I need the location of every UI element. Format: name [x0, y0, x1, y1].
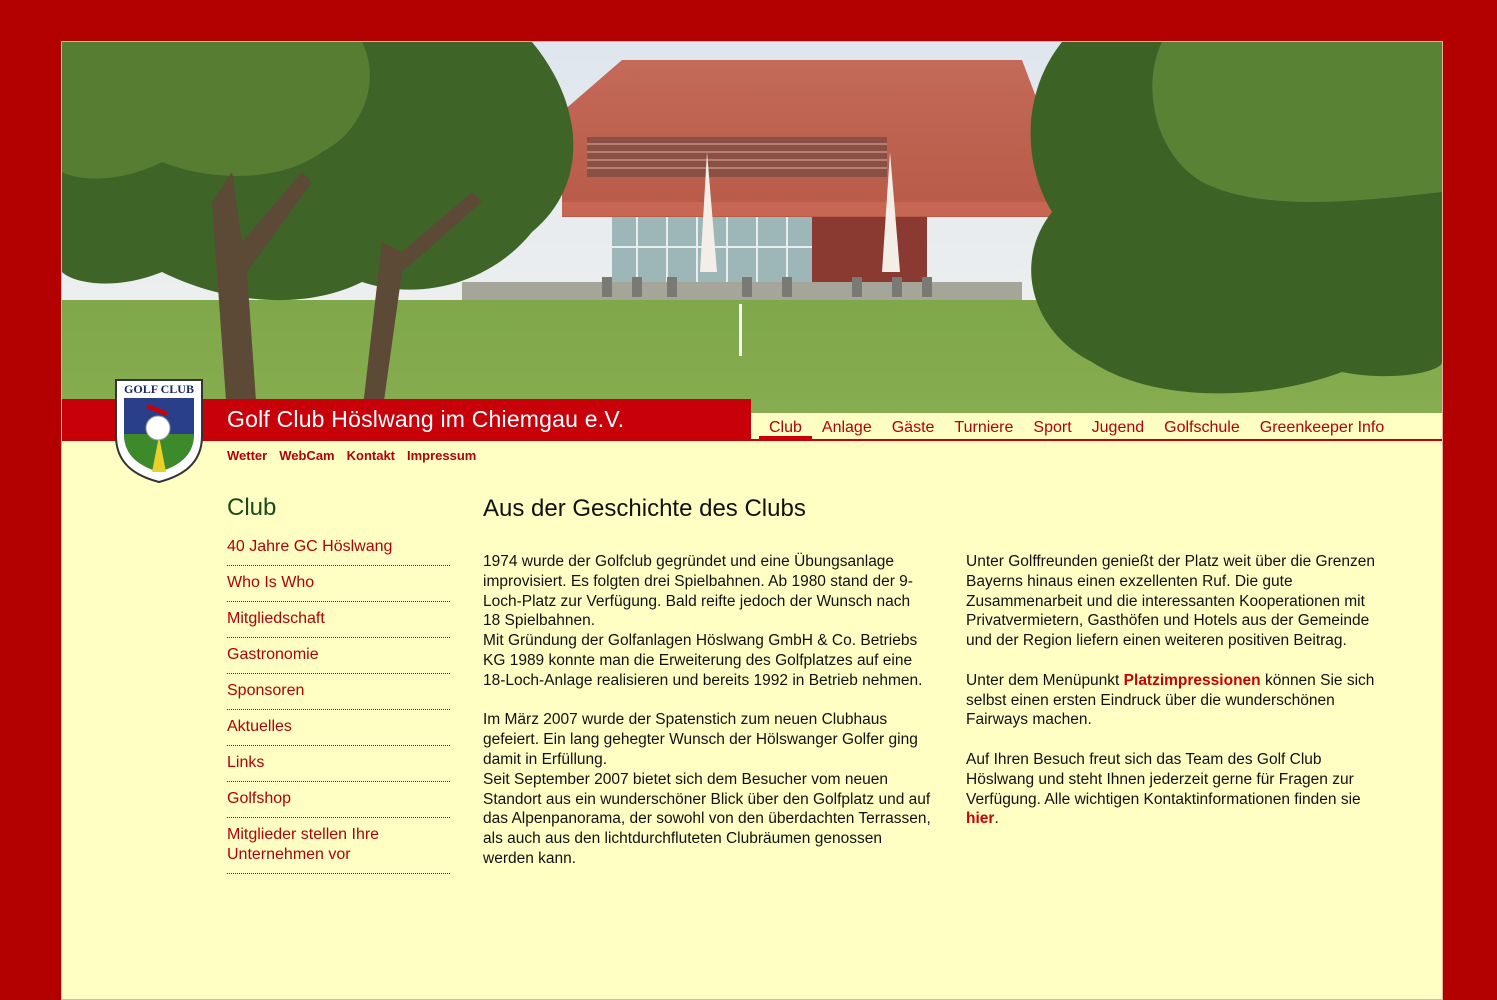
- sidebar-item-sponsoren[interactable]: Sponsoren: [227, 681, 450, 710]
- sidebar-item-links[interactable]: Links: [227, 753, 450, 782]
- page-container: [61, 41, 1443, 1000]
- sidebar-menu: [227, 537, 450, 874]
- header-photo-clubhouse: [62, 42, 1442, 415]
- sidebar-item-40-jahre[interactable]: 40 Jahre GC Höslwang: [227, 537, 450, 566]
- main-nav: [751, 413, 1442, 441]
- site-title: Golf Club Höslwang im Chiemgau e.V.: [227, 406, 625, 432]
- content-title: Aus der Geschichte des Clubs: [483, 495, 806, 522]
- util-nav-webcam[interactable]: WebCam: [279, 448, 335, 463]
- history-paragraph-1: [483, 552, 931, 691]
- golf-club-logo[interactable]: [112, 376, 206, 484]
- util-nav-kontakt[interactable]: Kontakt: [346, 448, 395, 463]
- main-nav-jugend[interactable]: Jugend: [1091, 419, 1145, 436]
- sidebar-item-aktuelles[interactable]: Aktuelles: [227, 717, 450, 746]
- sidebar-item-golfshop[interactable]: Golfshop: [227, 789, 450, 818]
- utility-nav: [227, 448, 476, 463]
- history-text-2a: Im März 2007 wurde der Spatenstich zum neuen Clubhaus gefeiert. Ein lang gehegter Wunsch der Hölswanger Golfer ging damit in Erfüllung.: [483, 711, 918, 768]
- main-nav-gaeste[interactable]: Gäste: [891, 419, 935, 436]
- contact-text-before: Auf Ihren Besuch freut sich das Team des Golf Club Höslwang und steht Ihnen jederzeit gerne für Fragen zur Verfügung. Alle wichtigen Kontaktinformationen finden sie: [966, 750, 1361, 808]
- history-text-1a: 1974 wurde der Golfclub gegründet und eine Übungsanlage improvisiert. Es folgten drei Spielbahnen. Ab 1980 stand der 9-Loch-Platz zur Verfügung. Bald reifte jedoch der Wunsch nach 18 Spielbahnen.: [483, 553, 913, 630]
- main-nav-golfschule[interactable]: Golfschule: [1164, 419, 1240, 436]
- history-text-2b: Seit September 2007 bietet sich dem Besucher vom neuen Standort aus ein wunderschöner Blick über den Golfplatz und auf das Alpenpanorama, der sowohl von den überdachten Terrassen, als auch aus den lichtdurchfluteten Clubräumen genossen werden kann.: [483, 770, 931, 867]
- util-nav-wetter[interactable]: Wetter: [227, 448, 268, 463]
- contact-hier-link[interactable]: hier: [966, 810, 995, 828]
- impressions-text-after: können Sie sich selbst einen ersten Eindruck über die wunderschönen Fairways machen.: [966, 671, 1375, 729]
- content-column-right: [966, 552, 1386, 849]
- impressions-text-before: Unter dem Menüpunkt: [966, 671, 1124, 689]
- sidebar-item-mitglieder-unternehmen[interactable]: Mitglieder stellen Ihre Unternehmen vor: [227, 825, 450, 874]
- main-nav-turniere[interactable]: Turniere: [954, 419, 1014, 436]
- main-nav-anlage[interactable]: Anlage: [821, 419, 872, 436]
- history-paragraph-2: [483, 710, 931, 868]
- sidebar-item-gastronomie[interactable]: Gastronomie: [227, 645, 450, 674]
- content-column-left: [483, 552, 931, 889]
- sidebar-heading: Club: [227, 494, 277, 521]
- contact-text-after: .: [994, 810, 999, 828]
- impressions-paragraph: [966, 671, 1386, 730]
- main-nav-sport[interactable]: Sport: [1033, 419, 1072, 436]
- sidebar-item-mitgliedschaft[interactable]: Mitgliedschaft: [227, 609, 450, 638]
- history-text-1b: Mit Gründung der Golfanlagen Höslwang GmbH & Co. Betriebs KG 1989 konnte man die Erweiterung des Golfplatzes auf eine 18-Loch-Anlage realisieren und bereits 1992 in Betrieb nehmen.: [483, 632, 923, 689]
- main-nav-club[interactable]: Club: [759, 413, 812, 439]
- logo-text: GOLF CLUB: [124, 382, 194, 396]
- sidebar-item-who-is-who[interactable]: Who Is Who: [227, 573, 450, 602]
- main-nav-greenkeeper-info[interactable]: Greenkeeper Info: [1259, 419, 1385, 436]
- reputation-paragraph: Unter Golffreunden genießt der Platz weit über die Grenzen Bayerns hinaus einen exzellenten Ruf. Die gute Zusammenarbeit und die interessanten Kooperationen mit Privatvermietern, Gasthöfen und Hotels aus der Gemeinde und der Region liefern einen weiteren positiven Beitrag.: [966, 553, 1375, 650]
- util-nav-impressum[interactable]: Impressum: [407, 448, 477, 463]
- contact-paragraph: [966, 750, 1386, 829]
- sidebar: [227, 494, 450, 881]
- platzimpressionen-link[interactable]: Platzimpressionen: [1123, 671, 1261, 689]
